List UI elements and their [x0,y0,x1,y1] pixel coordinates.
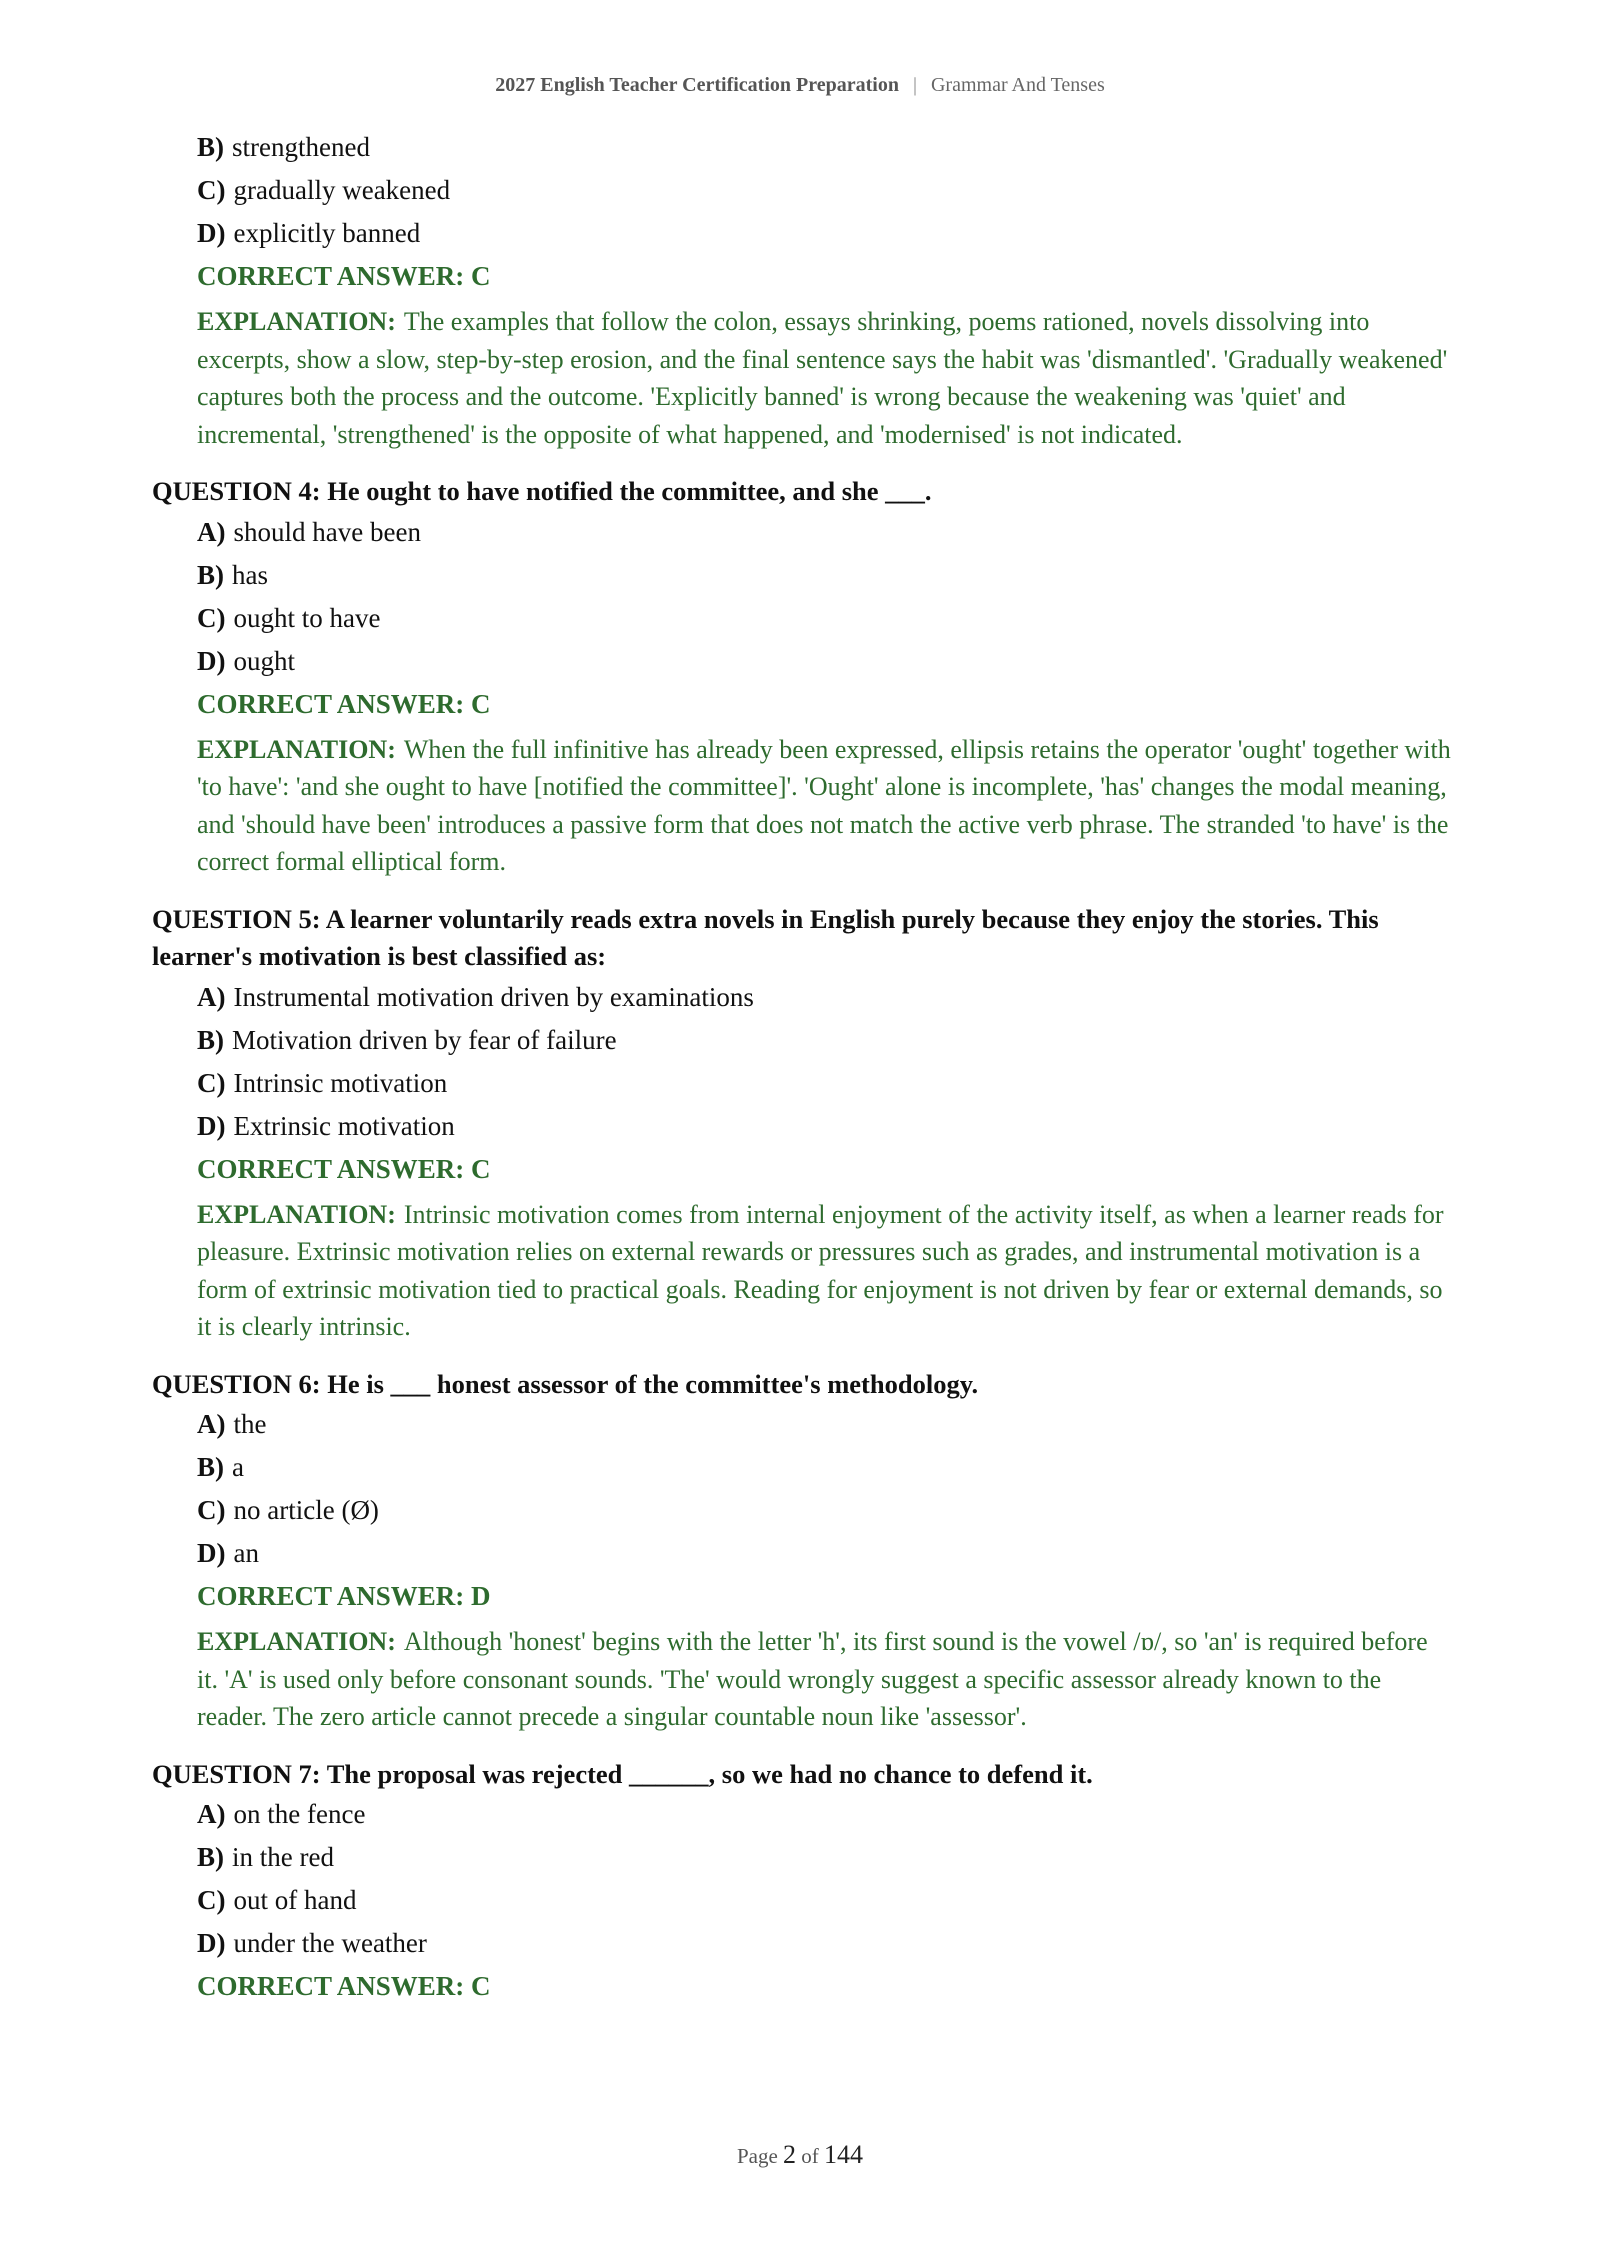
explanation-label: EXPLANATION: [197,734,396,764]
explanation-label: EXPLANATION: [197,307,396,336]
option-letter: C) [197,1885,226,1915]
explanation-text: Intrinsic motivation comes from internal enjoyment of the activity itself, as when a learner reads for pleasure. Extrinsic motivation relies on external rewards or pressures such as grades, and instrumental motivation is a form of extrinsic motivation tied to practical goals. Reading for enjoyment is not driven by fear or external demands, so it is clearly intrinsic. [197,1199,1444,1341]
question-5 [152,901,1452,1346]
total-pages: 144 [824,2140,864,2169]
correct-answer: CORRECT ANSWER: C [197,688,491,719]
option-a [197,1409,1452,1439]
correct-answer: CORRECT ANSWER: C [197,1153,491,1184]
option-letter: D) [197,1538,226,1568]
header-title: 2027 English Teacher Certification Preparation [495,74,899,96]
option-letter: B) [197,132,224,162]
option-text: Motivation driven by fear of failure [232,1024,617,1055]
option-c [197,1495,1452,1525]
option-text: should have been [233,516,421,547]
explanation-text: Although 'honest' begins with the letter 'h', its first sound is the vowel /ɒ/, so 'an' is required before it. 'A' is used only before consonant sounds. 'The' would wrongly suggest a specific assessor already known to the reader. The zero article cannot precede a singular countable noun like 'assessor'. [197,1627,1428,1731]
option-text: under the weather [233,1928,427,1958]
of-word: of [801,2144,819,2168]
option-letter: C) [197,602,226,633]
option-text: an [233,1538,259,1568]
explanation-label: EXPLANATION: [197,1627,396,1656]
option-text: the [233,1409,267,1439]
page-word: Page [736,2144,778,2168]
option-letter: C) [197,1495,226,1525]
option-text: Intrinsic motivation [233,1067,448,1098]
option-letter: A) [197,1799,226,1829]
option-text: gradually weakened [233,175,451,205]
option-b [197,1842,1452,1872]
explanation-label: EXPLANATION: [197,1199,396,1229]
option-d [197,1928,1452,1958]
running-header [0,74,1600,97]
option-text: has [232,559,268,590]
question-6 [152,1366,1452,1736]
option-d [197,1538,1452,1568]
option-letter: B) [197,1842,224,1872]
question-stem: QUESTION 4: He ought to have notified the committee, and she ___. [152,476,932,506]
option-letter: C) [197,1067,226,1098]
question-3-continuation [152,132,1452,453]
option-a [197,1799,1452,1829]
correct-answer: CORRECT ANSWER: D [197,1581,491,1611]
option-text: strengthened [232,132,370,162]
option-text: ought [233,645,296,676]
explanation [197,1623,1452,1736]
explanation-text: The examples that follow the colon, essays shrinking, poems rationed, novels dissolving into excerpts, show a slow, step-by-step erosion, and the final sentence says the habit was 'dismantled'. 'Gradually weakened' captures both the process and the outcome. 'Explicitly banned' is wrong because the weakening was 'quiet' and incremental, 'strengthened' is the opposite of what happened, and 'modernised' is not indicated. [197,307,1448,449]
option-text: explicitly banned [233,218,421,248]
option-text: a [232,1452,244,1482]
question-4 [152,473,1452,881]
correct-answer: CORRECT ANSWER: C [197,1971,491,2001]
option-text: on the fence [233,1799,366,1829]
option-letter: C) [197,175,226,205]
explanation [197,731,1452,881]
page-footer [0,2140,1600,2170]
header-separator: | [912,74,917,96]
option-letter: A) [197,516,226,547]
page-number: 2 [783,2140,797,2169]
explanation [197,303,1452,453]
option-letter: B) [197,559,224,590]
option-d [197,646,1452,676]
option-text: in the red [232,1842,334,1872]
option-text: no article (Ø) [233,1495,379,1525]
correct-answer: CORRECT ANSWER: C [197,261,491,291]
option-text: Instrumental motivation driven by examinations [233,981,754,1012]
question-stem: QUESTION 6: He is ___ honest assessor of the committee's methodology. [152,1368,979,1399]
option-b [197,1452,1452,1482]
option-text: ought to have [233,602,381,633]
option-c [197,1885,1452,1915]
option-b [197,560,1452,590]
option-c [197,603,1452,633]
option-a [197,982,1452,1012]
option-text: Extrinsic motivation [233,1110,455,1141]
option-letter: A) [197,1409,226,1439]
option-b [197,1025,1452,1055]
option-c [197,1068,1452,1098]
option-d [197,1111,1452,1141]
option-letter: D) [197,645,226,676]
option-letter: B) [197,1452,224,1482]
option-d [197,218,1452,248]
option-letter: A) [197,981,226,1012]
question-stem: QUESTION 7: The proposal was rejected ______, so we had no chance to defend it. [152,1758,1093,1789]
header-section: Grammar And Tenses [930,74,1105,96]
option-letter: D) [197,1928,226,1958]
option-c [197,175,1452,205]
page-content [152,132,1452,2013]
explanation [197,1196,1452,1346]
option-text: out of hand [233,1885,357,1915]
question-stem: QUESTION 5: A learner voluntarily reads extra novels in English purely because they enjoy the stories. This learner's motivation is best classified as: [152,903,1379,971]
option-letter: B) [197,1024,224,1055]
option-letter: D) [197,1110,226,1141]
option-letter: D) [197,218,226,248]
question-7 [152,1756,1452,2002]
option-b [197,132,1452,162]
option-a [197,517,1452,547]
explanation-text: When the full infinitive has already been expressed, ellipsis retains the operator 'ought' together with 'to have': 'and she ought to have [notified the committee]'. 'Ought' alone is incomplete, 'has' changes the modal meaning, and 'should have been' introduces a passive form that does not match the active verb phrase. The stranded 'to have' is the correct formal elliptical form. [197,734,1451,876]
